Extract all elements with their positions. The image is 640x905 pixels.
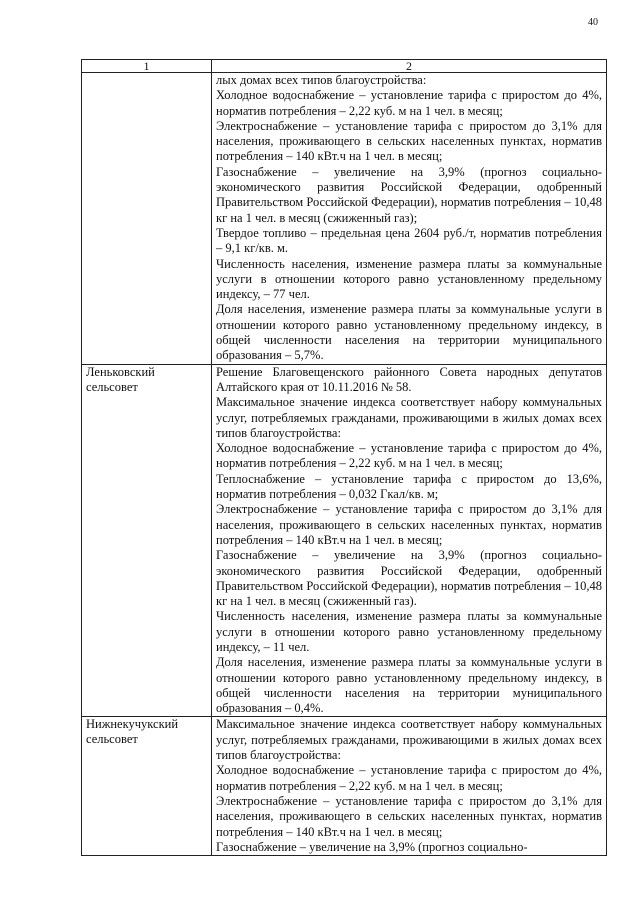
description-paragraph: Холодное водоснабжение – установление тарифа с приростом до 4%, норматив потребления – 2,22 куб. м на 1 чел. в месяц; [216,441,602,471]
municipality-description [212,717,607,856]
municipality-name: Нижнекучукский сельсовет [82,717,212,856]
description-paragraph: Газоснабжение – увеличение на 3,9% (прогноз социально-экономического развития Российской Федерации, одобренный Правительством Российской Федерации), норматив потребления – 10,48 кг на 1 чел. в месяц (сжиженный газ). [216,548,602,609]
column-header-2: 2 [212,60,607,73]
page-number: 40 [588,17,598,28]
municipality-description [212,73,607,365]
description-paragraph: Решение Благовещенского районного Совета народных депутатов Алтайского края от 10.11.2016 № 58. [216,364,602,394]
column-header-1: 1 [82,60,212,73]
municipal-table [81,59,607,856]
table-row [82,364,607,717]
description-paragraph: Максимальное значение индекса соответствует набору коммунальных услуг, потребляемых гражданами, проживающими в жилых домах всех типов благоустройства: [216,395,602,440]
description-paragraph: Численность населения, изменение размера платы за коммунальные услуги в отношении которого равно установленному предельному индексу, – 77 чел. [216,256,602,302]
description-paragraph: Холодное водоснабжение – установление тарифа с приростом до 4%, норматив потребления – 2,22 куб. м на 1 чел. в месяц; [216,88,602,118]
description-paragraph: Численность населения, изменение размера платы за коммунальные услуги в отношении которого равно установленному предельному индексу, – 11 чел. [216,609,602,654]
description-paragraph: Доля населения, изменение размера платы за коммунальные услуги в отношении которого равно установленному предельному индексу, в общей численности населения на территории муниципального образования – 5,7%. [216,302,602,363]
municipality-name [82,73,212,365]
description-paragraph: Газоснабжение – увеличение на 3,9% (прогноз социально-экономического развития Российской Федерации, одобренный Правительством Российской Федерации), норматив потребления – 10,48 кг на 1 чел. в месяц (сжиженный газ); [216,164,602,225]
description-paragraph: Максимальное значение индекса соответствует набору коммунальных услуг, потребляемых гражданами, проживающими в жилых домах всех типов благоустройства: [216,717,602,763]
description-paragraph: Холодное водоснабжение – установление тарифа с приростом до 4%, норматив потребления – 2,22 куб. м на 1 чел. в месяц; [216,763,602,793]
table-row [82,717,607,856]
description-paragraph: Газоснабжение – увеличение на 3,9% (прогноз социально- [216,839,528,854]
municipality-description [212,364,607,717]
description-paragraph: Твердое топливо – предельная цена 2604 руб./т, норматив потребления – 9,1 кг/кв. м. [216,225,602,256]
description-paragraph: Доля населения, изменение размера платы за коммунальные услуги в отношении которого равно установленному предельному индексу, в общей численности населения на территории муниципального образования – 0,4%. [216,655,602,716]
description-paragraph: Электроснабжение – установление тарифа с приростом до 3,1% для населения, проживающего в сельских населенных пунктах, норматив потребления – 140 кВт.ч на 1 чел. в месяц; [216,793,602,839]
municipality-name: Леньковский сельсовет [82,364,212,717]
description-paragraph: Электроснабжение – установление тарифа с приростом до 3,1% для населения, проживающего в сельских населенных пунктах, норматив потребления – 140 кВт.ч на 1 чел. в месяц; [216,502,602,547]
table-row [82,73,607,365]
table-header-row [82,60,607,73]
description-paragraph: Теплоснабжение – установление тарифа с приростом до 13,6%, норматив потребления – 0,032 Гкал/кв. м; [216,471,602,502]
description-paragraph: Электроснабжение – установление тарифа с приростом до 3,1% для населения, проживающего в сельских населенных пунктах, норматив потребления – 140 кВт.ч на 1 чел. в месяц; [216,118,602,164]
description-paragraph: лых домах всех типов благоустройства: [216,73,427,87]
